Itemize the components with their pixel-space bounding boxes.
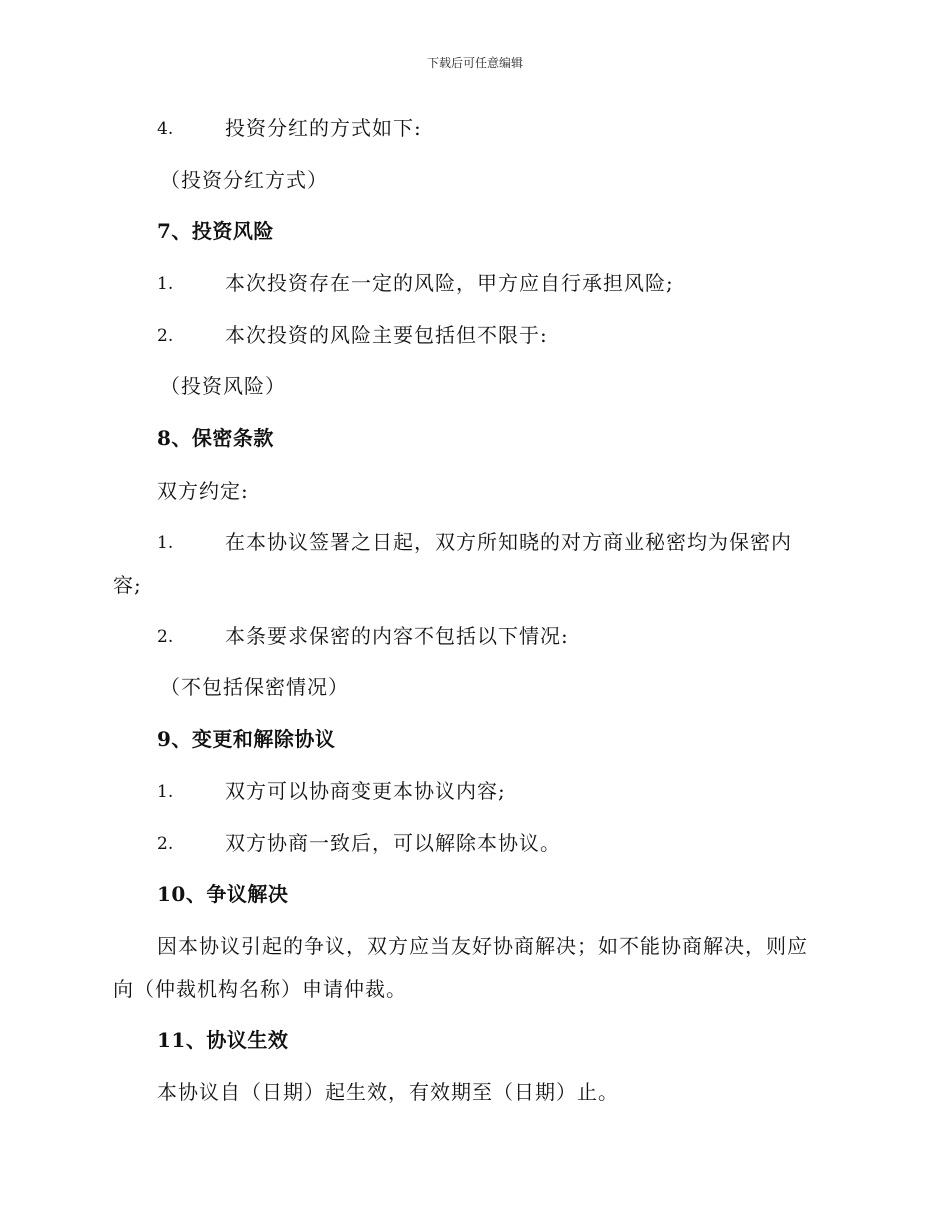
list-item-text: 投资分红的方式如下: <box>225 116 422 140</box>
list-item-text: 本次投资存在一定的风险，甲方应自行承担风险; <box>225 271 674 295</box>
list-item-text: 双方协商一致后，可以解除本协议。 <box>225 831 561 855</box>
placeholder-text: （投资风险） <box>160 374 286 398</box>
placeholder-text: （投资分红方式） <box>160 168 328 192</box>
paragraph-text: 本协议自（日期）起生效，有效期至（日期）止。 <box>157 1080 619 1104</box>
placeholder-text: （不包括保密情况） <box>160 675 349 699</box>
list-number: 2. <box>157 834 174 854</box>
section-heading: 8、保密条款 <box>157 426 274 450</box>
list-number: 1. <box>157 782 174 802</box>
list-item-text: 在本协议签署之日起，双方所知晓的对方商业秘密均为保密内 <box>225 530 792 554</box>
list-number: 1. <box>157 533 174 553</box>
section-heading: 11、协议生效 <box>157 1028 289 1052</box>
list-number: 4. <box>157 119 174 139</box>
list-item-continuation: 容; <box>113 573 142 597</box>
list-number: 1. <box>157 274 174 294</box>
list-item-text: 本条要求保密的内容不包括以下情况: <box>225 624 569 648</box>
section-heading: 10、争议解决 <box>157 882 289 906</box>
section-heading: 9、变更和解除协议 <box>157 727 336 751</box>
list-number: 2. <box>157 326 174 346</box>
list-item-text: 本次投资的风险主要包括但不限于: <box>225 323 548 347</box>
list-number: 2. <box>157 627 174 647</box>
section-heading: 7、投资风险 <box>157 219 274 243</box>
paragraph-text: 向（仲裁机构名称）申请仲裁。 <box>113 977 407 1001</box>
page-header: 下载后可任意编辑 <box>426 56 523 70</box>
list-item-text: 双方可以协商变更本协议内容; <box>225 779 506 803</box>
paragraph-text: 因本协议引起的争议，双方应当友好协商解决；如不能协商解决，则应 <box>157 934 808 958</box>
paragraph-text: 双方约定: <box>157 479 249 503</box>
